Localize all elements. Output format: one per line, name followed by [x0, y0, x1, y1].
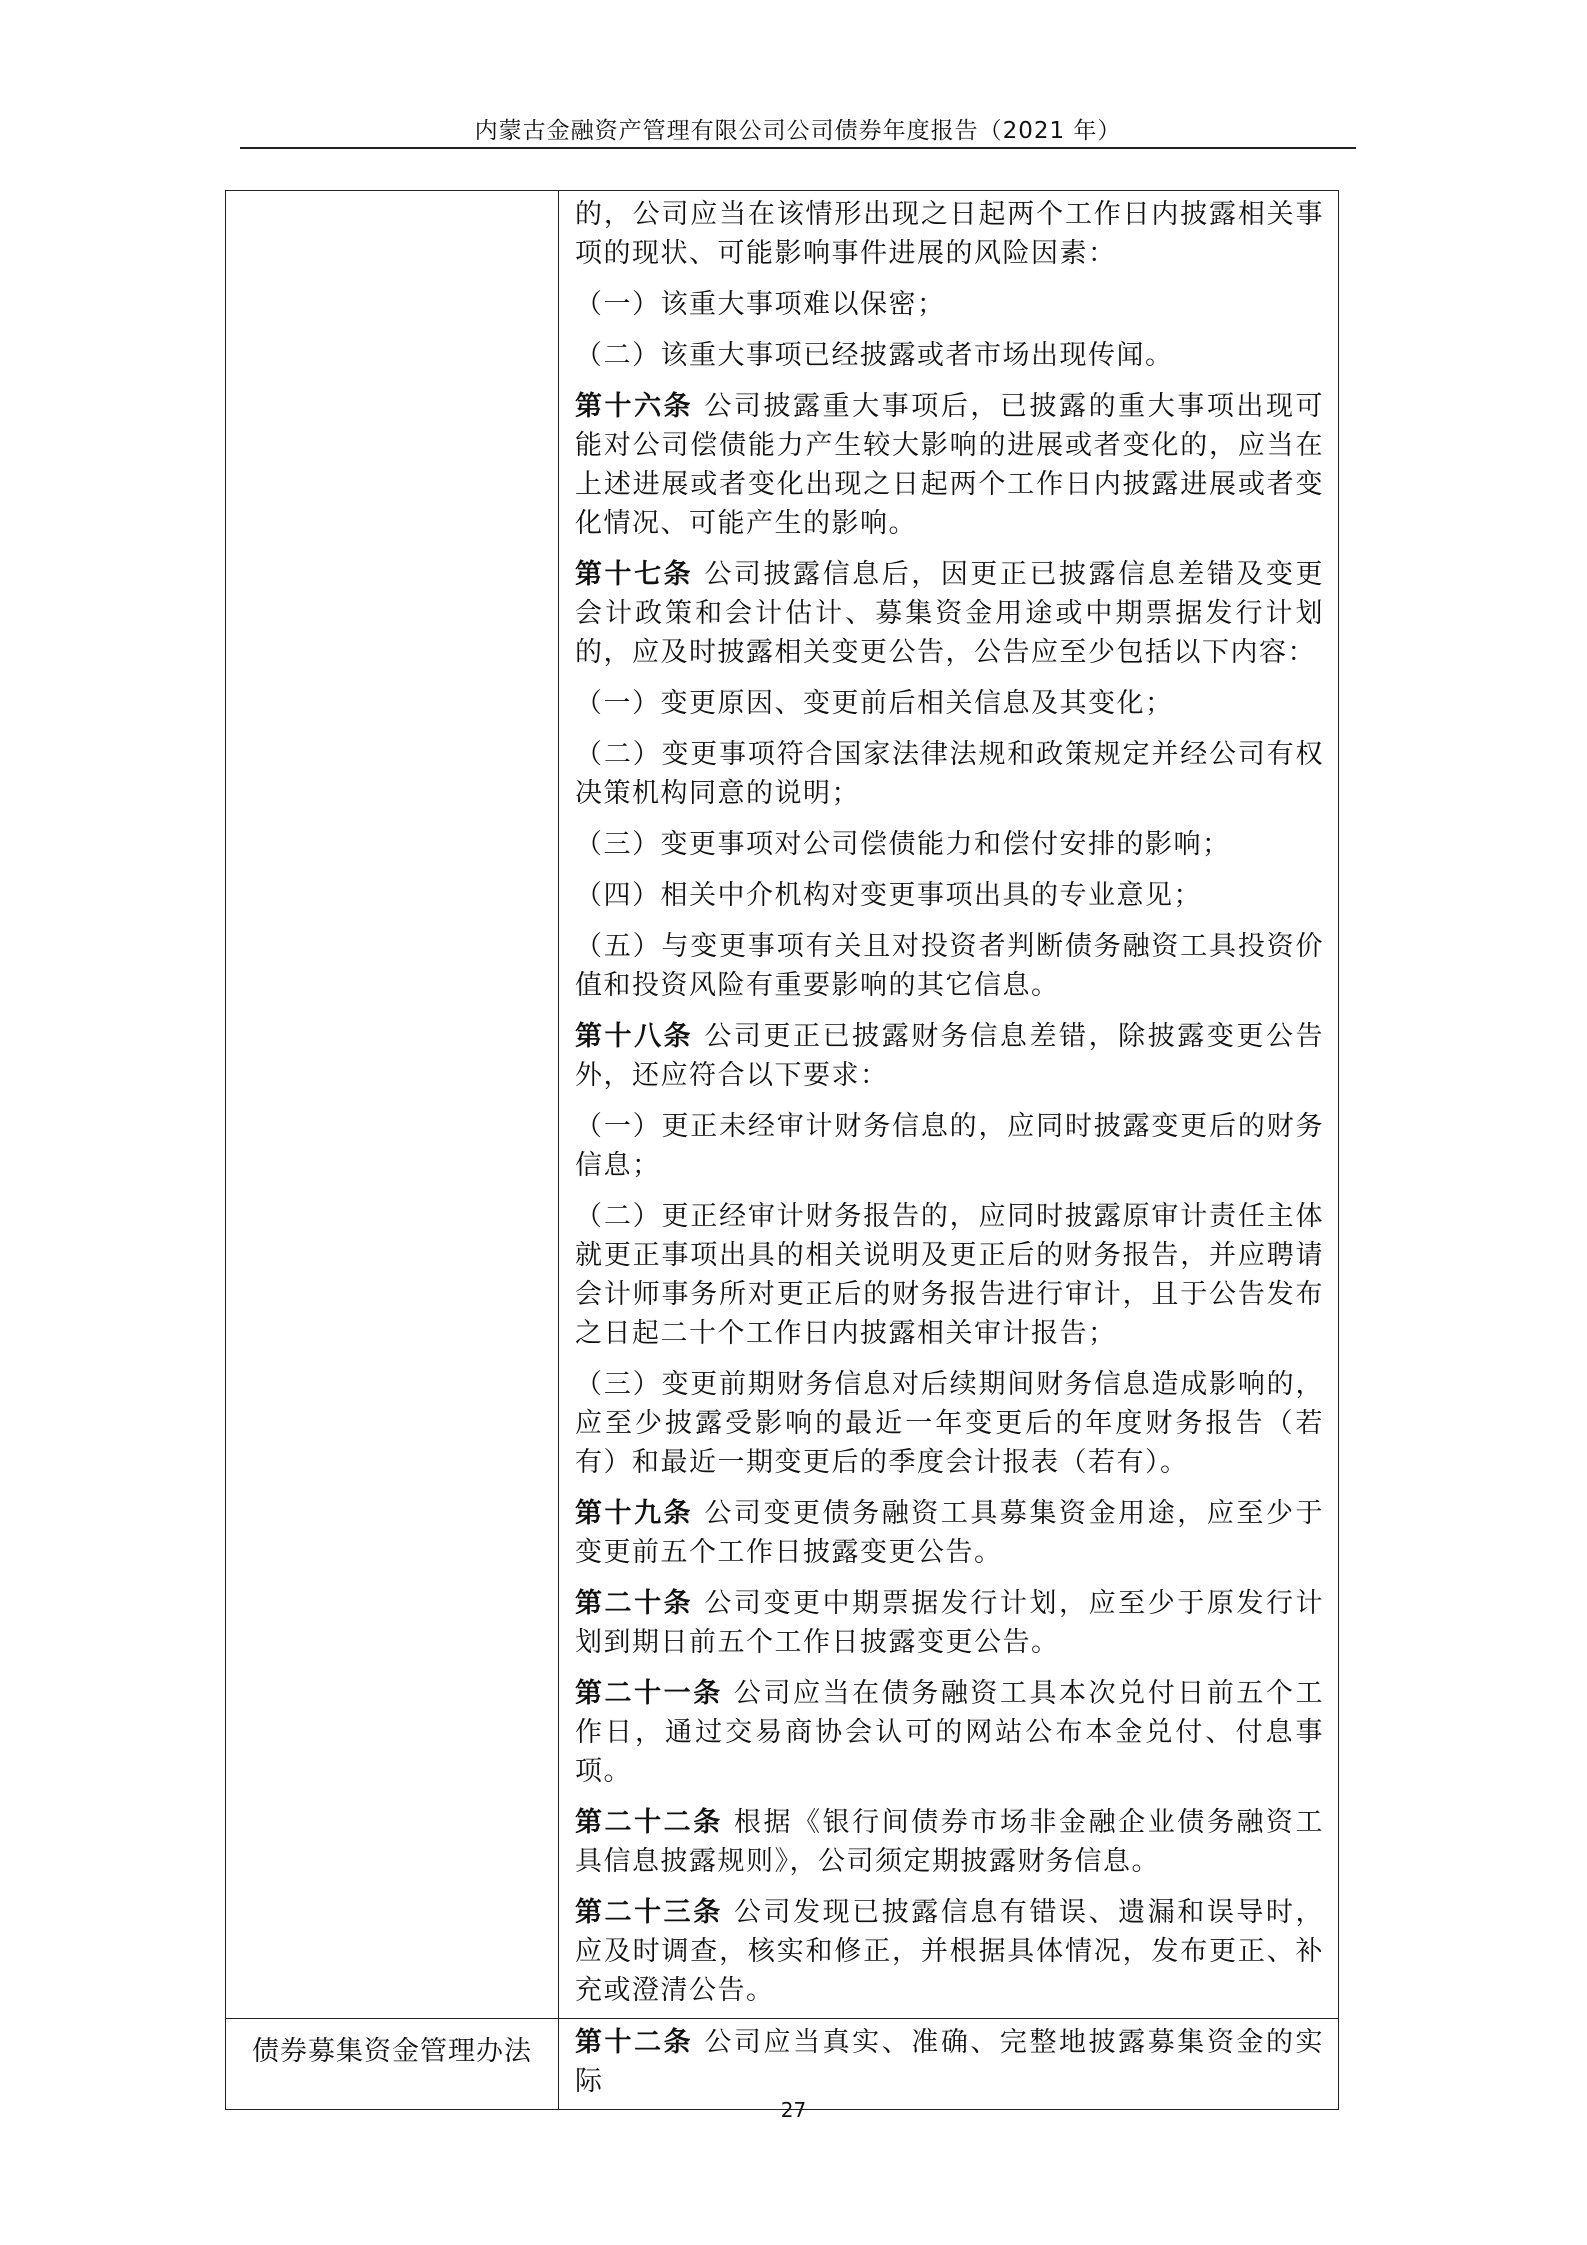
- article-paragraph: [575, 555, 1324, 672]
- article-text: （一）更正未经审计财务信息的，应同时披露变更后的财务信息；: [575, 1111, 1324, 1181]
- article-text: 公司更正已披露财务信息差错，除披露变更公告外，还应符合以下要求：: [575, 1021, 1324, 1091]
- article-paragraph: [575, 1365, 1324, 1482]
- article-text: 公司应当在债务融资工具本次兑付日前五个工作日，通过交易商协会认可的网站公布本金兑付、付息事项。: [575, 1678, 1324, 1787]
- table-cell-category: 债券募集资金管理办法: [226, 2019, 559, 2110]
- header-rule: [240, 147, 1356, 149]
- article-text: （一）变更原因、变更前后相关信息及其变化；: [575, 688, 1174, 719]
- article-number: 第二十一条: [575, 1678, 723, 1709]
- article-paragraph: [575, 285, 1324, 324]
- article-text: 公司变更债务融资工具募集资金用途，应至少于变更前五个工作日披露变更公告。: [575, 1498, 1324, 1568]
- table-cell-empty: [226, 191, 559, 2019]
- article-text: 公司披露重大事项后，已披露的重大事项出现可能对公司偿债能力产生较大影响的进展或者变化的，应当在上述进展或者变化出现之日起两个工作日内披露进展或者变化情况、可能产生的影响。: [575, 391, 1324, 539]
- regulation-table: [225, 190, 1339, 2110]
- article-number: 第二十二条: [575, 1807, 723, 1838]
- article-text: 的，公司应当在该情形出现之日起两个工作日内披露相关事项的现状、可能影响事件进展的风险因素：: [575, 199, 1324, 269]
- article-text: 公司应当真实、准确、完整地披露募集资金的实际: [575, 2027, 1324, 2097]
- article-text: （一）该重大事项难以保密；: [575, 289, 946, 320]
- page-number: 27: [780, 2098, 807, 2122]
- article-paragraph: [575, 927, 1324, 1005]
- article-paragraph: [575, 1803, 1324, 1881]
- article-text: （二）更正经审计财务报告的，应同时披露原审计责任主体就更正事项出具的相关说明及更正后的财务报告，并应聘请会计师事务所对更正后的财务报告进行审计，且于公告发布之日起二十个工作日内披露相关审计报告；: [575, 1201, 1324, 1349]
- article-paragraph: [575, 735, 1324, 813]
- article-number: 第十七条: [575, 559, 694, 590]
- article-text: （二）该重大事项已经披露或者市场出现传闻。: [575, 340, 1174, 371]
- article-number: 第二十条: [575, 1588, 694, 1619]
- article-text: 公司变更中期票据发行计划，应至少于原发行计划到期日前五个工作日披露变更公告。: [575, 1588, 1324, 1658]
- article-paragraph: [575, 1674, 1324, 1791]
- article-paragraph: [575, 387, 1324, 543]
- article-paragraph: [575, 1017, 1324, 1095]
- article-paragraph: [575, 1893, 1324, 2010]
- article-number: 第十六条: [575, 391, 694, 422]
- table-row: [226, 191, 1339, 2019]
- article-paragraph: [575, 2023, 1324, 2101]
- article-text: 根据《银行间债券市场非金融企业债务融资工具信息披露规则》，公司须定期披露财务信息。: [575, 1807, 1324, 1877]
- article-paragraph: [575, 1584, 1324, 1662]
- article-number: 第十八条: [575, 1021, 694, 1052]
- article-text: （五）与变更事项有关且对投资者判断债务融资工具投资价值和投资风险有重要影响的其它信息。: [575, 931, 1324, 1001]
- article-text: 公司发现已披露信息有错误、遗漏和误导时，应及时调查，核实和修正，并根据具体情况，发布更正、补充或澄清公告。: [575, 1897, 1324, 2006]
- page-header: 内蒙古金融资产管理有限公司公司债券年度报告（2021 年）: [474, 118, 1122, 144]
- article-number: 第十二条: [575, 2027, 694, 2058]
- article-paragraph: [575, 195, 1324, 273]
- table-cell-content: [559, 191, 1339, 2019]
- article-paragraph: [575, 1197, 1324, 1353]
- article-paragraph: [575, 1107, 1324, 1185]
- article-text: （二）变更事项符合国家法律法规和政策规定并经公司有权决策机构同意的说明；: [575, 739, 1324, 809]
- article-text: 公司披露信息后，因更正已披露信息差错及变更会计政策和会计估计、募集资金用途或中期票据发行计划的，应及时披露相关变更公告，公告应至少包括以下内容：: [575, 559, 1324, 668]
- article-number: 第二十三条: [575, 1897, 723, 1928]
- article-text: （四）相关中介机构对变更事项出具的专业意见；: [575, 880, 1202, 911]
- article-paragraph: [575, 1494, 1324, 1572]
- table-cell-content: [559, 2019, 1339, 2110]
- article-paragraph: [575, 876, 1324, 915]
- article-paragraph: [575, 825, 1324, 864]
- article-paragraph: [575, 684, 1324, 723]
- article-text: （三）变更事项对公司偿债能力和偿付安排的影响；: [575, 829, 1231, 860]
- article-text: （三）变更前期财务信息对后续期间财务信息造成影响的，应至少披露受影响的最近一年变更后的年度财务报告（若有）和最近一期变更后的季度会计报表（若有）。: [575, 1369, 1324, 1478]
- article-paragraph: [575, 336, 1324, 375]
- article-number: 第十九条: [575, 1498, 694, 1529]
- table-row: [226, 2019, 1339, 2110]
